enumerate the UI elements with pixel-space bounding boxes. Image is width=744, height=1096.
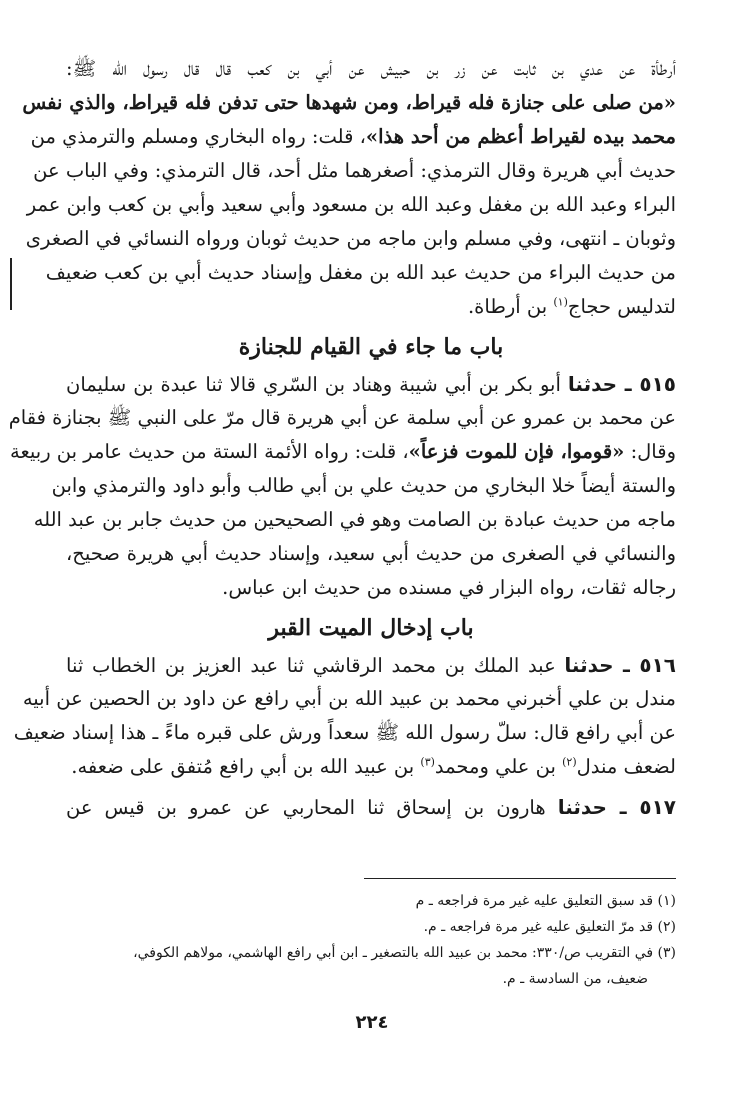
text-line: أرطأة عن عدي بن ثابت عن زر بن حبيش عن أبي بن كعب قال قال رسول الله ﷺ:	[66, 57, 676, 80]
hadith-quote: «قوموا، فإن للموت فزعاً»	[408, 440, 625, 463]
text-line: والنسائي في الصغرى من حديث أبي سعيد، وإسناد حديث أبي هريرة صحيح،	[66, 542, 676, 565]
text-segment: عبد الملك بن محمد الرقاشي ثنا عبد العزيز بن الخطاب ثنا	[66, 654, 565, 677]
text-line	[30, 120, 676, 154]
text-segment: هارون بن إسحاق ثنا المحاربي عن عمرو بن قيس عن	[66, 796, 558, 819]
footnote-item: (٣) في التقريب ص/٣٣٠: محمد بن عبيد الله بالتصغير ـ ابن أبي رافع الهاشمي، مولاهم الكوفي،	[133, 945, 676, 961]
text-line: من حديث البراء من حديث عبد الله بن مغفل وإسناد حديث أبي بن كعب ضعيف	[45, 261, 676, 284]
hadith-opening: حدثنا	[564, 653, 614, 677]
chapter-heading: باب إدخال الميت القبر	[268, 615, 474, 641]
footnote-ref[interactable]: (١)	[553, 295, 568, 309]
text-segment: وقال:	[624, 440, 676, 463]
hadith-number: ٥١٧ ـ	[606, 795, 676, 819]
text-line	[66, 290, 676, 324]
hadith-number: ٥١٥ ـ	[617, 372, 676, 396]
footnote-item: (١) قد سبق التعليق عليه غير مرة فراجعه ـ م	[415, 893, 676, 909]
text-line	[66, 648, 676, 682]
page-number: ٢٢٤	[355, 1012, 389, 1033]
text-segment: ، قلت: رواه الأئمة الستة من حديث عامر بن ربيعة	[10, 440, 409, 463]
text-line	[66, 790, 676, 824]
text-line: البراء وعبد الله بن مغفل وعبد الله بن مسعود وأبي سعيد وأبي بن كعب وابن عمر	[26, 193, 676, 216]
text-line: رجاله ثقات، رواه البزار في مسنده من حديث ابن عباس.	[222, 576, 676, 599]
hadith-opening: حدثنا	[567, 372, 618, 396]
text-line	[66, 367, 676, 401]
text-segment: بن عبيد الله بن أبي رافع مُتفق على ضعفه.	[71, 755, 421, 778]
text-segment: أبو بكر بن أبي شيبة وهناد بن السّري قالا ثنا عبدة بن سليمان	[66, 373, 568, 396]
text-line: وثوبان ـ انتهى، وفي مسلم وابن ماجه من حديث ثوبان ورواه النسائي في الصغرى	[25, 227, 676, 250]
text-segment: بن علي ومحمد	[434, 755, 563, 778]
text-line: عن محمد بن عمرو عن أبي سلمة عن أبي هريرة قال مرّ على النبي ﷺ بجنازة فقام	[8, 406, 676, 429]
text-line: مندل بن علي أخبرني محمد بن عبيد الله بن أبي رافع عن داود بن الحصين عن أبيه	[22, 687, 676, 710]
text-segment: لضعف مندل	[576, 755, 676, 778]
footnote-ref[interactable]: (٢)	[562, 755, 577, 769]
hadith-number: ٥١٦ ـ	[613, 653, 676, 677]
text-line: «من صلى على جنازة فله قيراط، ومن شهدها حتى تدفن فله قيراط، والذي نفس	[22, 91, 676, 114]
footnote-ref[interactable]: (٣)	[420, 755, 435, 769]
footnotes	[66, 888, 676, 992]
text-line: والستة أيضاً خلا البخاري من حديث علي بن أبي طالب وأبو داود والترمذي وابن	[51, 474, 676, 497]
hadith-quote: محمد بيده لقيراط أعظم من أحد هذا»	[365, 125, 676, 148]
text-line	[10, 435, 676, 469]
text-line: عن أبي رافع قال: سلّ رسول الله ﷺ سعداً ورش على قبره ماءً ـ هذا إسناد ضعيف	[13, 721, 676, 744]
text-segment: ، قلت: رواه البخاري ومسلم والترمذي من	[30, 125, 366, 148]
text-segment: بن أرطاة.	[467, 295, 554, 318]
margin-mark	[10, 258, 12, 310]
footnote-separator	[364, 878, 676, 879]
chapter-heading: باب ما جاء في القيام للجنازة	[238, 334, 504, 360]
main-text	[8, 52, 676, 824]
text-segment: لتدليس حجاج	[567, 295, 676, 318]
text-line: حديث أبي هريرة وقال الترمذي: أصغرهما مثل أحد، قال الترمذي: وفي الباب عن	[33, 159, 676, 182]
footnote-item: ضعيف، من السادسة ـ م.	[502, 971, 648, 987]
footnote-item: (٢) قد مرّ التعليق عليه غير مرة فراجعه ـ م.	[423, 919, 676, 935]
text-line	[66, 750, 676, 784]
hadith-opening: حدثنا	[557, 795, 607, 819]
text-line: ماجه من حديث عبادة بن الصامت وهو في الصحيحين من حديث جابر بن عبد الله	[33, 508, 676, 531]
